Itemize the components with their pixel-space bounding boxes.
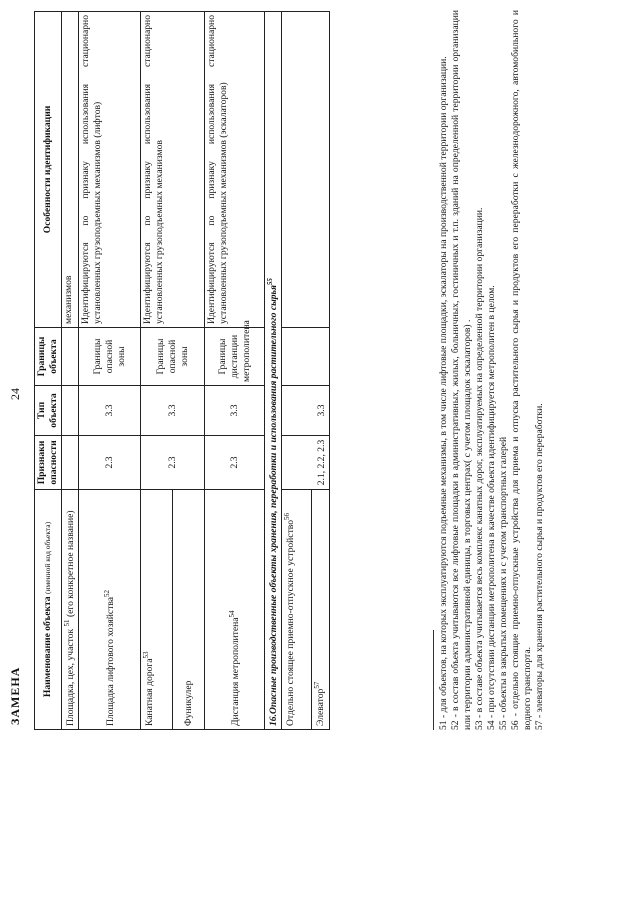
row-bounds: Границы дистанции метрополитена bbox=[205, 328, 265, 386]
header-type: Тип объекта bbox=[35, 386, 62, 436]
row-name: Площадка, цех, участок $^{51}$ (его конкретное название) bbox=[61, 490, 78, 730]
page-number: 24 bbox=[8, 388, 22, 400]
header-features: Особенности идентификации bbox=[35, 12, 62, 328]
footnote-divider bbox=[433, 630, 434, 730]
footnote: 57 - элеваторы для хранения растительного сырья и продуктов его переработки. bbox=[533, 403, 545, 730]
table-header-row bbox=[35, 12, 62, 730]
table-row bbox=[205, 12, 265, 730]
row-bounds bbox=[282, 328, 330, 386]
footnote: 55 - объекты в закрытых помещениях и с учетом транспортных галерей bbox=[497, 436, 509, 730]
row-name: Элеватор$^{57}$ bbox=[312, 490, 330, 730]
row-type: 3.3 bbox=[205, 386, 265, 436]
row-signs bbox=[61, 436, 78, 490]
table-row bbox=[61, 12, 78, 730]
row-signs: 2.3 bbox=[141, 436, 205, 490]
row-bounds: Границы опасной зоны bbox=[141, 328, 205, 386]
row-signs: 2.1, 2.2, 2.3 bbox=[282, 436, 330, 490]
section-16-title: 16.Опасные производственные объекты хранения, переработки и использования растительного сырья$^{55}$ bbox=[265, 12, 282, 730]
table-row bbox=[79, 12, 141, 730]
row-name: Площадка лифтового хозяйства$^{52}$ bbox=[79, 490, 141, 730]
row-type: 3.3 bbox=[141, 386, 205, 436]
header-bounds: Границы объекта bbox=[35, 328, 62, 386]
header-name: Наименование объекта (именной код объекта) bbox=[35, 490, 62, 730]
table-row bbox=[282, 12, 312, 730]
footnote: 54 - при отсутствии дистанции метрополитена в качестве объекта идентифицируется метрополитен в целом. bbox=[485, 285, 497, 730]
row-name: Канатная дорога$^{53}$ bbox=[141, 490, 173, 730]
footnote: 53 - в составе объекта учитывается весь комплекс канатных дорог, эксплуатируемых на определенной территории организации. bbox=[473, 207, 485, 730]
footnote: 51 - для объектов, на которых эксплуатируются подъемные механизмы, в том числе лифтовые площадки, эскалаторы на производственной территории организации. bbox=[438, 56, 449, 730]
row-bounds bbox=[61, 328, 78, 386]
header-signs: Признаки опасности bbox=[35, 436, 62, 490]
row-signs: 2.3 bbox=[205, 436, 265, 490]
section-row bbox=[265, 12, 282, 730]
row-name: Дистанция метрополитена$^{54}$ bbox=[205, 490, 265, 730]
replacement-stamp: ЗАМЕНА bbox=[8, 666, 22, 725]
footnote: 52 - в состав объекта учитываются все лифтовые площадки в административных, жилых, больничных, гостиничных и т.п. зданий на определенной территории организации или территории административной единицы, в торговых центрах( с учетом площадок эскалаторов) . bbox=[449, 10, 473, 730]
row-features: Идентифицируются по признаку использования стационарно установленных грузоподъемных механизмов (эскалаторов) bbox=[205, 12, 265, 328]
footnotes bbox=[438, 10, 546, 730]
row-features: Идентифицируются по признаку использования стационарно установленных грузоподъемных механизмов bbox=[141, 12, 205, 328]
row-features: механизмов bbox=[61, 12, 78, 328]
row-type: 3.3 bbox=[79, 386, 141, 436]
row-name: Фуникулер bbox=[173, 490, 205, 730]
row-bounds: Границы опасной зоны bbox=[79, 328, 141, 386]
identification-table bbox=[34, 11, 330, 730]
row-features: Идентифицируются по признаку использования стационарно установленных грузоподъемных механизмов (лифтов) bbox=[79, 12, 141, 328]
footnote: 56 - отдельно стоящие приемно-отпускные устройства для приема и отпуска растительного сырья и продуктов его переработки с железнодорожного, автомобильного и водного транспорта. bbox=[509, 10, 533, 730]
row-type bbox=[61, 386, 78, 436]
row-type: 3.3 bbox=[282, 386, 330, 436]
row-name: Отдельно стоящее приемно-отпускное устройство$^{56}$ bbox=[282, 490, 312, 730]
row-features bbox=[282, 12, 330, 328]
table-row bbox=[141, 12, 173, 730]
row-signs: 2.3 bbox=[79, 436, 141, 490]
